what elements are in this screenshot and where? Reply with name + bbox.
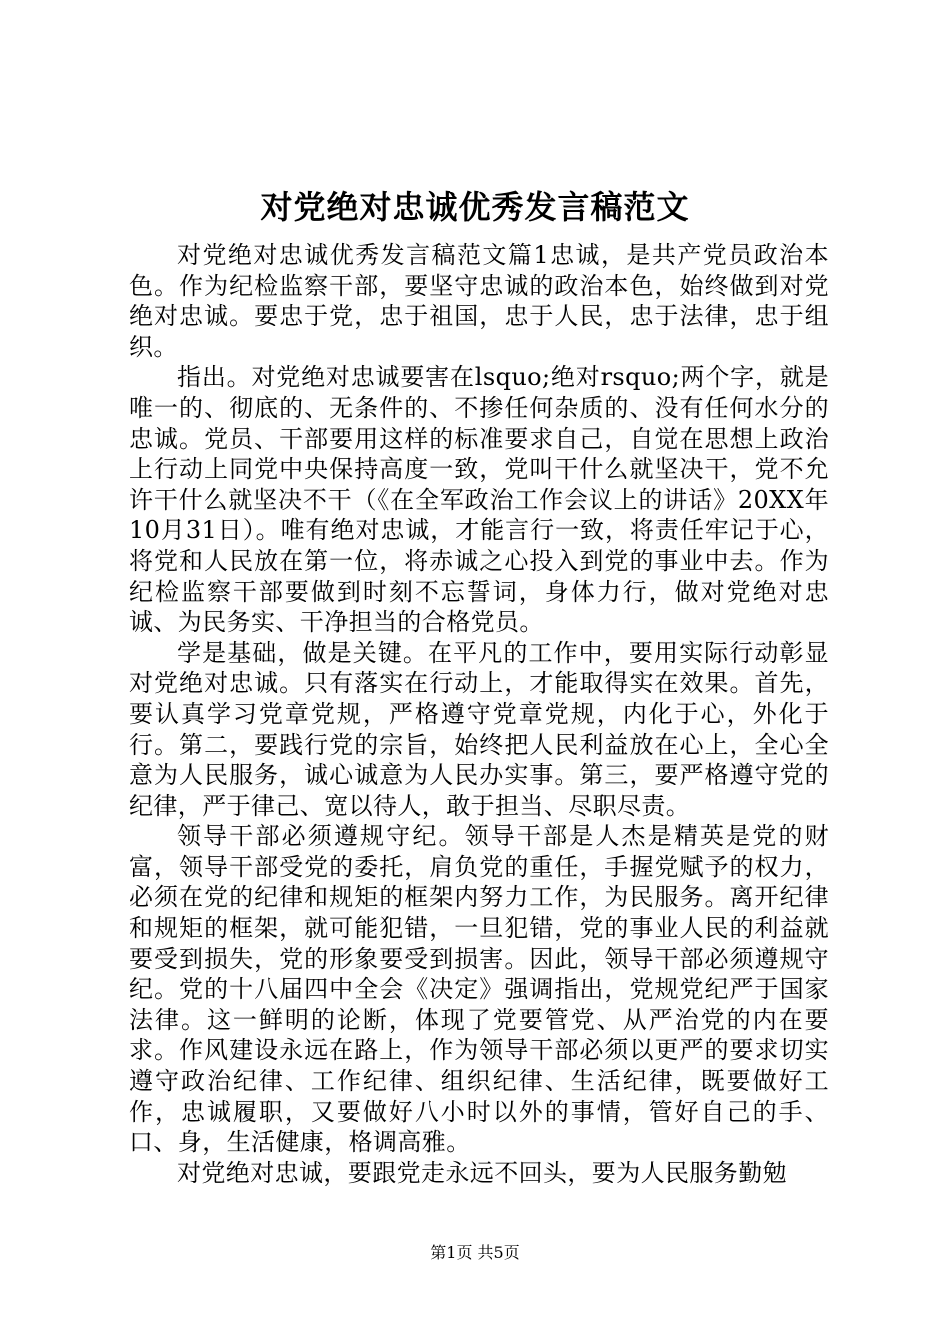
page-footer: 第1页 共5页 [430,1243,520,1262]
paragraph: 领导干部必须遵规守纪。领导干部是人杰是精英是党的财富，领导干部受党的委托，肩负党的重任，手握党赋予的权力，必须在党的纪律和规矩的框架内努力工作，为民服务。离开纪律和规矩的框架，就可能犯错，一旦犯错，党的事业人民的利益就要受到损失，党的形象要受到损害。因此，领导干部必须遵规守纪。党的十八届四中全会《决定》强调指出，党规党纪严于国家法律。这一鲜明的论断，体现了党要管党、从严治党的内在要求。作风建设永远在路上，作为领导干部必须以更严的要求切实遵守政治纪律、工作纪律、组织纪律、生活纪律，既要做好工作，忠诚履职，又要做好八小时以外的事情，管好自己的手、口、身，生活健康，格调高雅。 [129,822,829,1157]
document-title: 对党绝对忠诚优秀发言稿范文 [260,188,690,226]
paragraph: 指出。对党绝对忠诚要害在lsquo;绝对rsquo;两个字，就是唯一的、彻底的、无条件的、不掺任何杂质的、没有任何水分的忠诚。党员、干部要用这样的标准要求自己，自觉在思想上政治上行动上同党中央保持高度一致，党叫干什么就坚决干，党不允许干什么就坚决不干（《在全军政治工作会议上的讲话》20XX年10月31日）。唯有绝对忠诚，才能言行一致，将责任牢记于心，将党和人民放在第一位，将赤诚之心投入到党的事业中去。作为纪检监察干部要做到时刻不忘誓词，身体力行，做对党绝对忠诚、为民务实、干净担当的合格党员。 [129,363,829,637]
paragraph: 对党绝对忠诚优秀发言稿范文篇1忠诚，是共产党员政治本色。作为纪检监察干部，要坚守忠诚的政治本色，始终做到对党绝对忠诚。要忠于党，忠于祖国，忠于人民，忠于法律，忠于组织。 [129,241,829,361]
paragraph: 对党绝对忠诚，要跟党走永远不回头，要为人民服务勤勉 [177,1158,787,1187]
paragraph: 学是基础，做是关键。在平凡的工作中，要用实际行动彰显对党绝对忠诚。只有落实在行动上，才能取得实在效果。首先，要认真学习党章党规，严格遵守党章党规，内化于心，外化于行。第二，要践行党的宗旨，始终把人民利益放在心上，全心全意为人民服务，诚心诚意为人民办实事。第三，要严格遵守党的纪律，严于律己、宽以待人，敢于担当、尽职尽责。 [129,638,829,820]
document-body [129,240,829,1188]
